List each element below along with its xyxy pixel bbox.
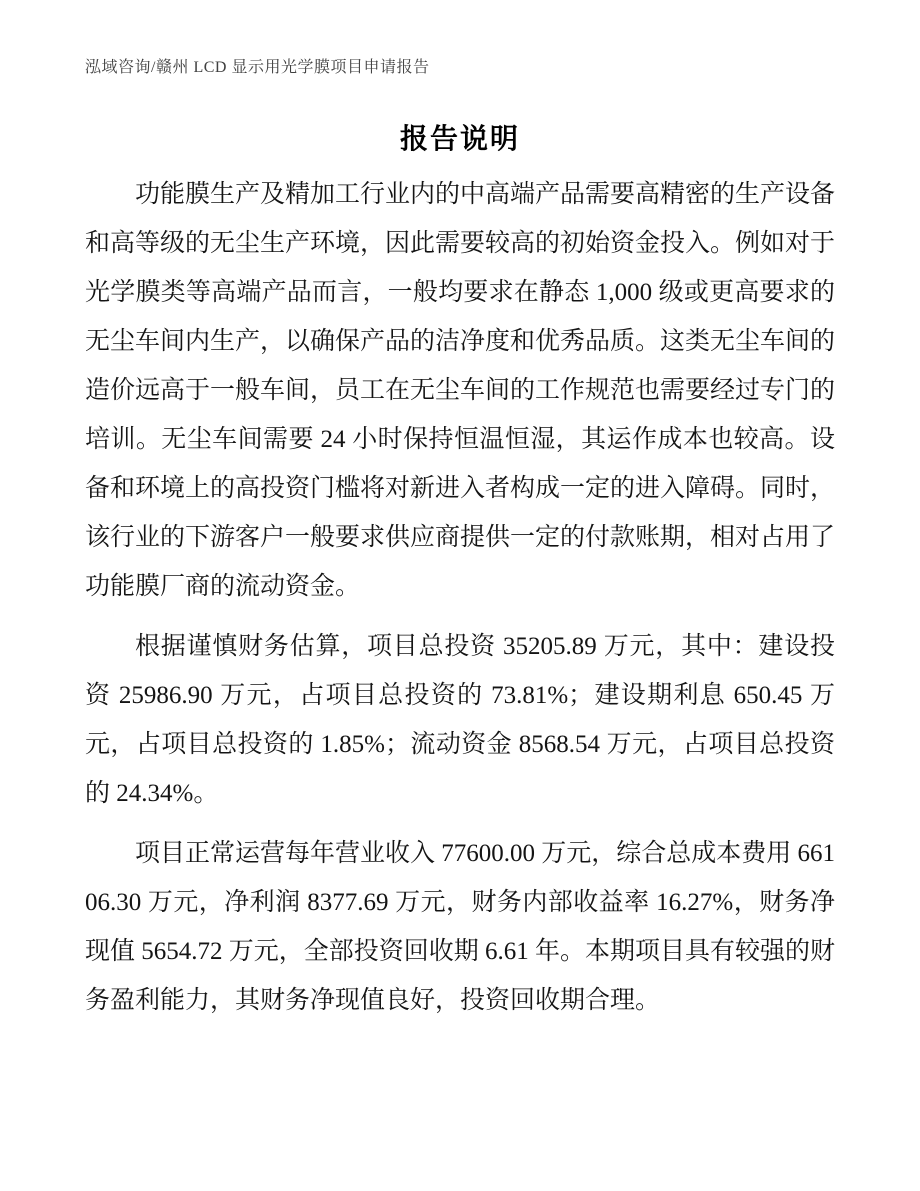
paragraph-investment-estimate: 根据谨慎财务估算，项目总投资 35205.89 万元，其中：建设投资 25986.90 万元，占项目总投资的 73.81%；建设期利息 650.45 万元，占项目总投资的 1.85%；流动资金 8568.54 万元，占项目总投资的 24.34%。	[85, 633, 835, 807]
page-title: 报告说明	[399, 124, 520, 155]
paragraph-industry-barriers: 功能膜生产及精加工行业内的中高端产品需要高精密的生产设备和高等级的无尘生产环境，因此需要较高的初始资金投入。例如对于光学膜类等高端产品而言，一般均要求在静态 1,000 级或更高要求的无尘车间内生产，以确保产品的洁净度和优秀品质。这类无尘车间的造价远高于一般车间，员工在无尘车间的工作规范也需要经过专门的培训。无尘车间需要 24 小时保持恒温恒湿，其运作成本也较高。设备和环境上的高投资门槛将对新进入者构成一定的进入障碍。同时，该行业的下游客户一般要求供应商提供一定的付款账期，相对占用了功能膜厂商的流动资金。	[85, 181, 836, 600]
paragraph-operating-results: 项目正常运营每年营业收入 77600.00 万元，综合总成本费用 66106.30 万元，净利润 8377.69 万元，财务内部收益率 16.27%，财务净现值 5654.72 万元，全部投资回收期 6.61 年。本期项目具有较强的财务盈利能力，其财务净现值良好，投资回收期合理。	[85, 840, 836, 1014]
report-body	[85, 170, 835, 1025]
running-header: 泓域咨询/赣州 LCD 显示用光学膜项目申请报告	[85, 59, 430, 76]
